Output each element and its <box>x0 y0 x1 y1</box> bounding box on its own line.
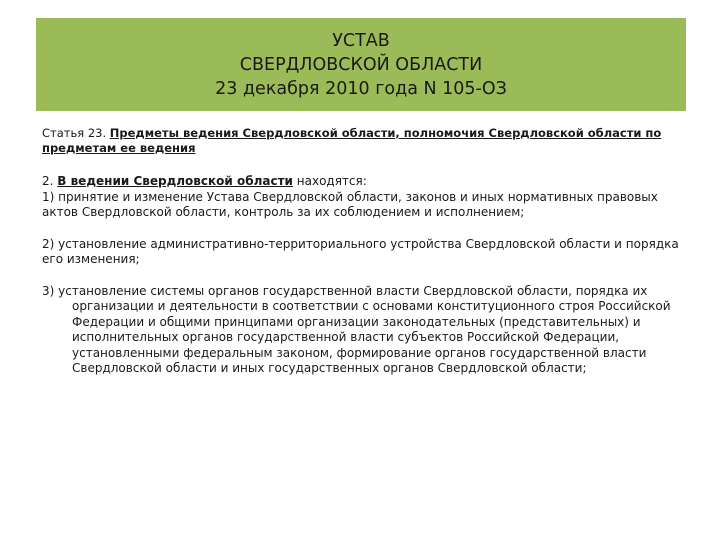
point-2-rest: находятся: <box>292 174 367 188</box>
article-title <box>42 126 682 156</box>
list-item-1: 1) принятие и изменение Устава Свердловской области, законов и иных нормативных правовых актов Свердловской области, контроль за их соблюдением и исполнением; <box>42 189 658 219</box>
article-heading: Предметы ведения Свердловской области, полномочия Свердловской области по предметам ее ведения <box>42 126 662 155</box>
point-2-highlight: В ведении Свердловской области <box>57 174 293 188</box>
article-label: Статья 23. <box>42 126 110 140</box>
list-item-3: 3) установление системы органов государственной власти Свердловской области, порядка их организации и деятельности в соответствии с основами конституционного строя Российской Федерации и общими принципами организации законодательных (представительных) и исполнительных органов государственной власти субъектов Российской Федерации, установленными федеральным законом, формирование органов государственной власти Свердловской области и иных государственных органов Свердловской области; <box>42 283 671 375</box>
title-banner <box>36 18 686 111</box>
list-item-2: 2) установление административно-территориального устройства Свердловской области и порядка его изменения; <box>42 236 679 266</box>
point-2-intro <box>42 174 682 190</box>
document-body <box>42 126 682 377</box>
title-line-2: СВЕРДЛОВСКОЙ ОБЛАСТИ <box>239 54 483 75</box>
title-line-1: УСТАВ <box>332 30 390 51</box>
title-line-3: 23 декабря 2010 года N 105-ОЗ <box>215 78 507 99</box>
point-2-number: 2. <box>42 174 58 188</box>
